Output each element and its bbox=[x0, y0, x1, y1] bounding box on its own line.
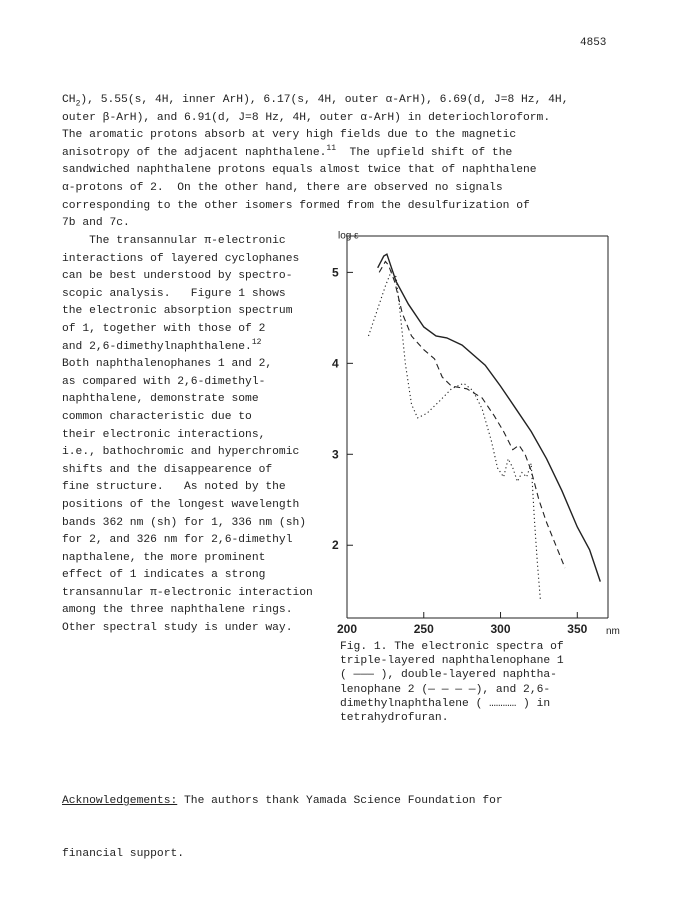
intro-line: anisotropy of the adjacent naphthalene.$^{11}$ The upfield shift of the bbox=[62, 144, 513, 159]
caption-line: ( ——— ), double-layered naphtha- bbox=[340, 669, 557, 682]
left-column-line: i.e., bathochromic and hyperchromic bbox=[62, 446, 300, 459]
series-line-solid bbox=[378, 254, 601, 581]
caption-line: Fig. 1. The electronic spectra of bbox=[340, 641, 564, 653]
left-column-line: of 1, together with those of 2 bbox=[62, 322, 266, 335]
left-column-line: napthalene, the more prominent bbox=[62, 551, 266, 564]
page-number: 4853 bbox=[580, 37, 607, 49]
left-column-line: the electronic absorption spectrum bbox=[62, 305, 293, 318]
caption-line: triple-layered naphthalenophane 1 bbox=[340, 655, 564, 668]
left-column-line: shifts and the disappearence of bbox=[62, 463, 273, 476]
intro-line: The aromatic protons absorb at very high fields due to the magnetic bbox=[62, 129, 517, 142]
left-column-line: common characteristic due to bbox=[62, 410, 252, 423]
acknowledgements bbox=[62, 758, 503, 881]
intro-line: α-protons of 2. On the other hand, there are observed no signals bbox=[62, 181, 503, 194]
intro-line: sandwiched naphthalene protons equals almost twice that of naphthalene bbox=[62, 164, 537, 177]
y-tick-label: 3 bbox=[332, 447, 339, 462]
y-tick-label: 2 bbox=[332, 538, 339, 553]
acknowledgements-heading: Acknowledgements: bbox=[62, 795, 178, 808]
left-column-line: and 2,6-dimethylnaphthalene.$^{12}$ bbox=[62, 337, 262, 353]
left-column-line: Both naphthalenophanes 1 and 2, bbox=[62, 358, 273, 371]
intro-line: corresponding to the other isomers formed from the desulfurization of bbox=[62, 199, 530, 212]
intro-line: $CH_2$), 5.55(s, 4H, inner ArH), 6.17(s, 4H, outer α-ArH), 6.69(d, J=8 Hz, 4H, bbox=[62, 94, 569, 109]
x-tick-label: 350 bbox=[567, 622, 588, 636]
caption-line: tetrahydrofuran. bbox=[340, 712, 449, 725]
absorption-spectrum-chart bbox=[330, 228, 620, 638]
left-column-line: effect of 1 indicates a strong bbox=[62, 569, 266, 582]
left-column-line: for 2, and 326 nm for 2,6-dimethyl bbox=[62, 534, 293, 547]
left-column-line: interactions of layered cyclophanes bbox=[62, 252, 300, 265]
caption-line: dimethylnaphthalene ( ………… ) in bbox=[340, 697, 551, 710]
left-column-line: The transannular π-electronic bbox=[62, 235, 286, 247]
left-column-line: bands 362 nm (sh) for 1, 336 nm (sh) bbox=[62, 516, 307, 529]
intro-line: 7b and 7c. bbox=[62, 217, 130, 230]
left-column-line: can be best understood by spectro- bbox=[62, 270, 293, 283]
left-column-line: naphthalene, demonstrate some bbox=[62, 393, 259, 406]
series-line-dashed bbox=[379, 262, 565, 569]
x-tick-label: 250 bbox=[413, 622, 434, 636]
left-column-line: as compared with 2,6-dimethyl- bbox=[62, 375, 266, 388]
intro-paragraph bbox=[62, 92, 568, 233]
acknowledgements-text: The authors thank Yamada Science Foundation for bbox=[177, 795, 503, 808]
left-column-line: among the three naphthalene rings. bbox=[62, 604, 293, 617]
acknowledgements-text-2: financial support. bbox=[62, 847, 185, 860]
y-axis-label: log ε bbox=[338, 230, 359, 242]
x-tick-label: 200 bbox=[336, 622, 358, 636]
intro-line: outer β-ArH), and 6.91(d, J=8 Hz, 4H, outer α-ArH) in deteriochloroform. bbox=[62, 111, 551, 124]
caption-line: lenophane 2 (— — — —), and 2,6- bbox=[340, 683, 551, 696]
y-tick-label: 5 bbox=[332, 265, 339, 280]
figure-caption bbox=[340, 640, 564, 725]
y-tick-label: 4 bbox=[332, 356, 339, 371]
left-column-line: fine structure. As noted by the bbox=[62, 481, 286, 494]
x-axis-unit: nm bbox=[606, 626, 620, 637]
left-column-line: their electronic interactions, bbox=[62, 428, 266, 441]
left-column-line: transannular π-electronic interaction bbox=[62, 586, 313, 599]
left-column-line: positions of the longest wavelength bbox=[62, 498, 300, 511]
x-tick-label: 300 bbox=[490, 622, 511, 636]
series-line-dotted bbox=[369, 271, 541, 600]
left-column-text bbox=[62, 233, 313, 638]
left-column-line: scopic analysis. Figure 1 shows bbox=[62, 287, 286, 300]
left-column-line: Other spectral study is under way. bbox=[62, 622, 293, 635]
